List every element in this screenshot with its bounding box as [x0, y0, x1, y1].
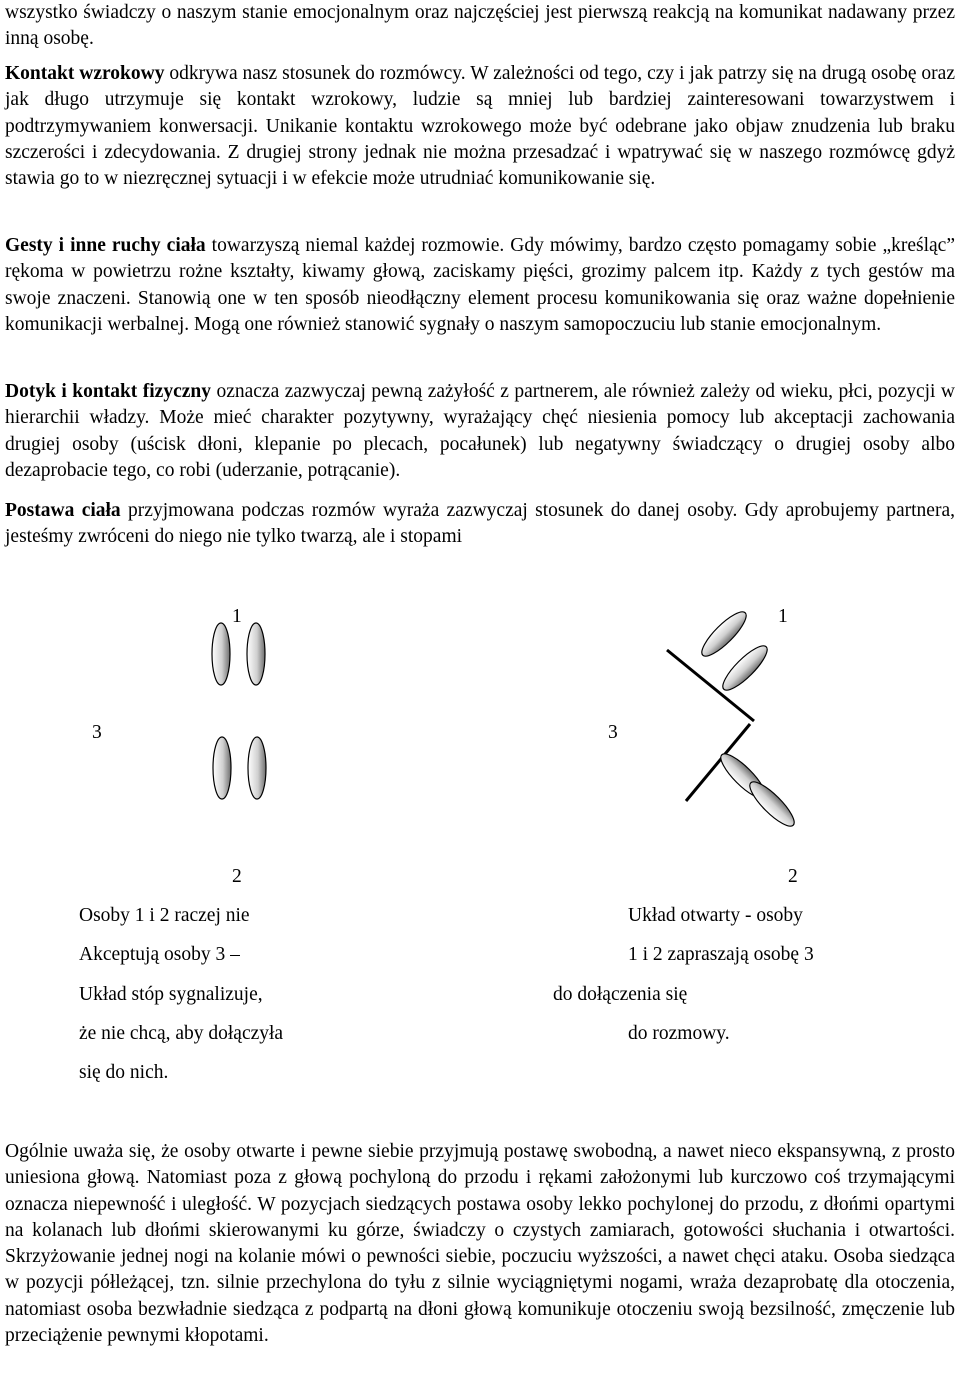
right-caption-line: do rozmowy. [628, 1023, 730, 1044]
right-caption-line: Układ otwarty - osoby [628, 905, 803, 926]
foot-left [696, 606, 751, 661]
paragraph-summary: Ogólnie uważa się, że osoby otwarte i pewne siebie przyjmują postawę swobodną, a nawet nieco ekspansywną, z prosto uniesiona głową. Natomiast poza z głową pochyloną do przodu i rękami założonymi lub kurczowo coś trzymającymi oznacza niepewność i uległość. W pozycjach siedzących postawa osoby lekko pochylonej do przodu, z dłońmi opartymi na kolanach lub dłońmi skierowanymi ku górze, świadczy o czystych zamiarach, gotowości słuchania i otwartości. Skrzyżowanie jednej nogi na kolanie mówi o pewności siebie, poczuciu wyższości, a nawet chęci ataku. Osoba siedząca w pozycji półleżącej, tzn. silnie przechylona do tyłu z silnie wyciągniętymi nogami, wraża dezaprobatę dla otoczenia, natomiast osoba bezwładnie siedząca z podpartą na dłoni głową komunikuje otoczeniu swoją bezsilność, zmęczenie lub przeciążenie pewnymi kłopotami. [5, 1141, 955, 1347]
right-label-1: 1 [778, 606, 788, 627]
foot-right [248, 737, 266, 799]
paragraph-intro: wszystko świadczy o naszym stanie emocjonalnym oraz najczęściej jest pierwszą reakcją na komunikat nadawany przez inną osobę. [5, 2, 955, 50]
text-gestures: towarzyszą niemal każdej rozmowie. Gdy mówimy, bardzo często pomagamy sobie „kreśląc” rękoma w powietrzu rożne kształty, kiwamy głową, zaciskamy pięści, grozimy palcem itp. Każdy z tych gestów ma swoje znaczeni. Stanowią one w ten sposób nieodłączny element procesu komunikowania się oraz ważne dopełnienie komunikacji werbalnej. Mogą one również stanowić sygnały o naszym samopoczuciu lub stanie emocjonalnym. [5, 235, 955, 335]
left-caption-line: Układ stóp sygnalizuje, [79, 984, 263, 1005]
open-arrangement [667, 606, 800, 831]
right-caption-line: do dołączenia się [553, 984, 688, 1005]
text-posture: przyjmowana podczas rozmów wyraża zazwyczaj stosunek do danej osoby. Gdy aprobujemy partnera, jesteśmy zwróceni do niego nie tylko twarzą, ale i stopami [5, 500, 955, 548]
paragraph-gestures [5, 233, 955, 338]
left-label-1: 1 [232, 606, 242, 627]
left-caption-line: że nie chcą, aby dołączyła [79, 1023, 284, 1044]
paragraph-posture [5, 498, 955, 551]
foot-right [717, 640, 772, 695]
person-1-feet [212, 623, 265, 685]
foot-left [212, 623, 230, 685]
term-posture: Postawa ciała [5, 500, 121, 521]
person-2-feet [213, 737, 266, 799]
paragraph-touch [5, 379, 955, 484]
text-touch: oznacza zazwyczaj pewną zażyłość z partnerem, ale również zależy od wieku, płci, pozycji w hierarchii władzy. Może mieć charakter pozytywny, wyrażający chęć niesienia pomocy lub akceptacji zachowania drugiej osoby (uścisk dłoni, klepanie po plecach, pocałunek) lub negatywny świadczący o drugiej osoby albo dezaprobacie tego, co robi (uderzanie, potrącanie). [5, 381, 955, 481]
left-label-3: 3 [92, 722, 102, 743]
foot-right [247, 623, 265, 685]
paragraph-eye-contact [5, 61, 955, 192]
left-caption-line: się do nich. [79, 1062, 169, 1083]
right-label-3: 3 [608, 722, 618, 743]
text-eye-contact: odkrywa nasz stosunek do rozmówcy. W zależności od tego, czy i jak patrzy się na drugą osobę oraz jak długo utrzymuje się kontakt wzrokowy, ludzie są mniej lub bardziej zainteresowani towarzystwem i podtrzymywaniem konwersacji. Unikanie kontaktu wzrokowego może być odebrane jako objaw znudzenia lub braku szczerości i zdecydowania. Z drugiej strony jednak nie można przesadzać i wpatrywać się w naszego rozmówcę gdyż stawia go to w niezręcznej sytuacji i w efekcie może utrudniać komunikowanie się. [5, 63, 955, 190]
left-caption-line: Akceptują osoby 3 – [79, 944, 240, 965]
left-caption-line: Osoby 1 i 2 raczej nie [79, 905, 250, 926]
closed-arrangement [212, 623, 266, 799]
foot-left [213, 737, 231, 799]
left-label-2: 2 [232, 866, 242, 887]
term-gestures: Gesty i inne ruchy ciała [5, 235, 206, 256]
term-touch: Dotyk i kontakt fizyczny [5, 381, 211, 402]
term-eye-contact: Kontakt wzrokowy [5, 63, 165, 84]
person-2-feet [715, 748, 799, 831]
right-caption-line: 1 i 2 zapraszają osobę 3 [628, 944, 814, 965]
foot-right [744, 776, 799, 831]
right-label-2: 2 [788, 866, 798, 887]
posture-diagram [0, 560, 960, 880]
